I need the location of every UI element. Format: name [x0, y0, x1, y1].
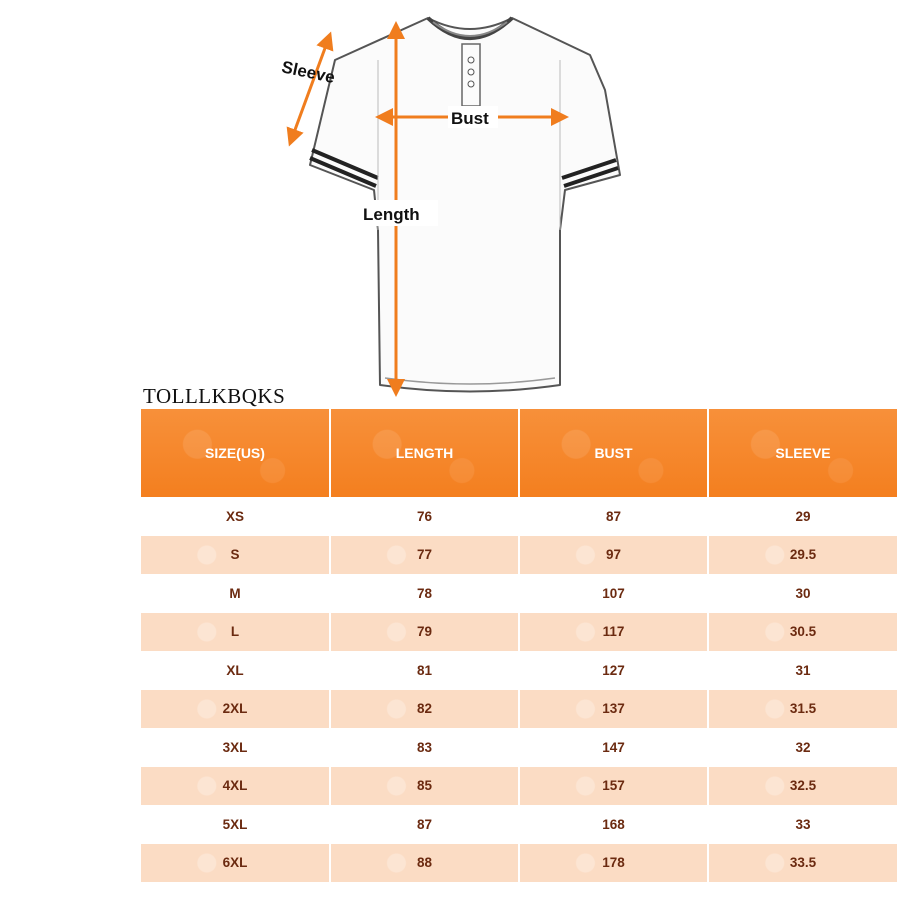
cell-bust: 87 — [519, 497, 708, 536]
cell-sleeve: 29.5 — [708, 536, 897, 575]
cell-bust: 97 — [519, 536, 708, 575]
table-row — [141, 574, 897, 613]
shirt-illustration — [250, 0, 670, 400]
cell-length: 83 — [330, 728, 519, 767]
cell-size: 5XL — [141, 805, 330, 844]
cell-length: 79 — [330, 613, 519, 652]
cell-bust: 178 — [519, 844, 708, 883]
table-row — [141, 728, 897, 767]
cell-size: S — [141, 536, 330, 575]
cell-size: L — [141, 613, 330, 652]
cell-size: 4XL — [141, 767, 330, 806]
size-chart-table — [141, 409, 897, 882]
cell-sleeve: 32 — [708, 728, 897, 767]
cell-size: 3XL — [141, 728, 330, 767]
cell-length: 85 — [330, 767, 519, 806]
cell-size: 6XL — [141, 844, 330, 883]
table-row — [141, 767, 897, 806]
table-row — [141, 844, 897, 883]
brand-name: TOLLLKBQKS — [143, 384, 286, 408]
cell-length: 87 — [330, 805, 519, 844]
header-size: SIZE(US) — [141, 409, 330, 497]
header-length: LENGTH — [330, 409, 519, 497]
cell-sleeve: 30.5 — [708, 613, 897, 652]
cell-bust: 168 — [519, 805, 708, 844]
cell-length: 82 — [330, 690, 519, 729]
cell-length: 76 — [330, 497, 519, 536]
cell-bust: 147 — [519, 728, 708, 767]
table-row — [141, 651, 897, 690]
length-label: Length — [363, 205, 420, 224]
cell-sleeve: 31.5 — [708, 690, 897, 729]
cell-sleeve: 33.5 — [708, 844, 897, 883]
cell-length: 77 — [330, 536, 519, 575]
cell-sleeve: 31 — [708, 651, 897, 690]
cell-bust: 157 — [519, 767, 708, 806]
cell-sleeve: 30 — [708, 574, 897, 613]
bust-label: Bust — [451, 109, 489, 128]
sleeve-label: Sleeve — [279, 57, 337, 88]
header-bust: BUST — [519, 409, 708, 497]
table-row — [141, 613, 897, 652]
table-row — [141, 536, 897, 575]
cell-sleeve: 33 — [708, 805, 897, 844]
cell-sleeve: 29 — [708, 497, 897, 536]
table-row — [141, 497, 897, 536]
cell-bust: 107 — [519, 574, 708, 613]
table-row — [141, 805, 897, 844]
shirt-outline — [310, 18, 620, 392]
cell-length: 78 — [330, 574, 519, 613]
table-header-row — [141, 409, 897, 497]
header-sleeve: SLEEVE — [708, 409, 897, 497]
table-body — [141, 497, 897, 882]
cell-size: M — [141, 574, 330, 613]
cell-length: 81 — [330, 651, 519, 690]
cell-sleeve: 32.5 — [708, 767, 897, 806]
cell-bust: 117 — [519, 613, 708, 652]
cell-length: 88 — [330, 844, 519, 883]
cell-size: XL — [141, 651, 330, 690]
cell-bust: 137 — [519, 690, 708, 729]
table-row — [141, 690, 897, 729]
cell-size: 2XL — [141, 690, 330, 729]
cell-bust: 127 — [519, 651, 708, 690]
cell-size: XS — [141, 497, 330, 536]
